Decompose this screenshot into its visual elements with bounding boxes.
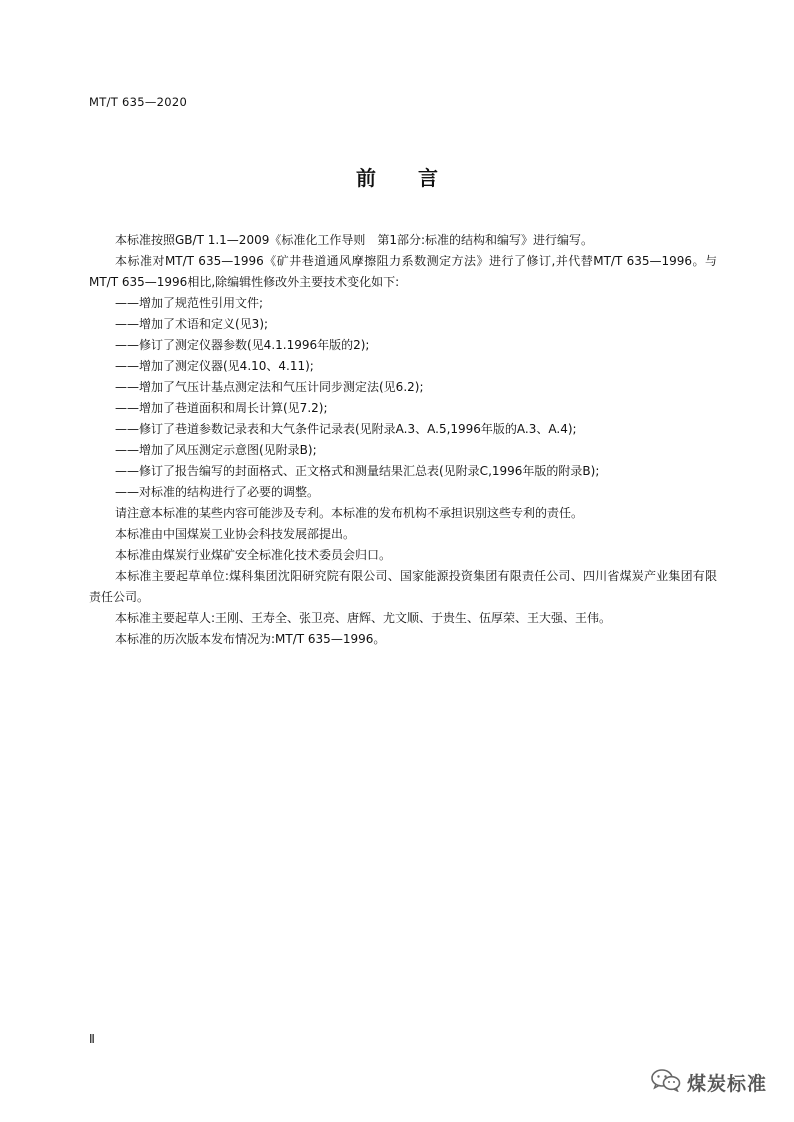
paragraph-release-history: 本标准的历次版本发布情况为:MT/T 635—1996。	[115, 632, 386, 646]
change-item: ——修订了巷道参数记录表和大气条件记录表(见附录A.3、A.5,1996年版的A.3、A.4);	[115, 422, 577, 436]
change-item: ——增加了测定仪器(见4.10、4.11);	[115, 359, 314, 373]
change-item: ——修订了测定仪器参数(见4.1.1996年版的2);	[115, 338, 370, 352]
change-item: ——增加了巷道面积和周长计算(见7.2);	[115, 401, 328, 415]
change-item: ——增加了风压测定示意图(见附录B);	[115, 443, 317, 457]
change-item: ——修订了报告编写的封面格式、正文格式和测量结果汇总表(见附录C,1996年版的附录B);	[115, 464, 600, 478]
wechat-icon	[651, 1068, 681, 1096]
paragraph-proposer: 本标准由中国煤炭工业协会科技发展部提出。	[115, 527, 356, 541]
paragraph-revision-statement: 本标准对MT/T 635—1996《矿井巷道通风摩擦阻力系数测定方法》进行了修订,并代替MT/T 635—1996。与MT/T 635—1996相比,除编辑性修改外主要技术变化如下:	[89, 254, 717, 289]
change-item: ——对标准的结构进行了必要的调整。	[115, 485, 320, 499]
page-title: 前言	[356, 166, 480, 190]
paragraph-compilation-basis: 本标准按照GB/T 1.1—2009《标准化工作导则 第1部分:标准的结构和编写》进行编写。	[115, 233, 594, 247]
paragraph-patent-notice: 请注意本标准的某些内容可能涉及专利。本标准的发布机构不承担识别这些专利的责任。	[115, 506, 584, 520]
paragraph-drafters: 本标准主要起草人:王刚、王寿全、张卫亮、唐辉、尤文顺、于贵生、伍厚荣、王大强、王伟。	[115, 611, 612, 625]
change-item: ——增加了规范性引用文件;	[115, 296, 264, 310]
foreword-body	[89, 230, 717, 650]
page-number: Ⅱ	[89, 1032, 95, 1046]
watermark	[651, 1068, 767, 1096]
paragraph-centralized-by: 本标准由煤炭行业煤矿安全标准化技术委员会归口。	[115, 548, 392, 562]
watermark-text: 煤炭标准	[687, 1072, 768, 1095]
standard-code: MT/T 635—2020	[89, 95, 188, 109]
change-item: ——增加了术语和定义(见3);	[115, 317, 269, 331]
paragraph-drafting-units: 本标准主要起草单位:煤科集团沈阳研究院有限公司、国家能源投资集团有限责任公司、四川省煤炭产业集团有限责任公司。	[89, 569, 717, 604]
change-item: ——增加了气压计基点测定法和气压计同步测定法(见6.2);	[115, 380, 424, 394]
